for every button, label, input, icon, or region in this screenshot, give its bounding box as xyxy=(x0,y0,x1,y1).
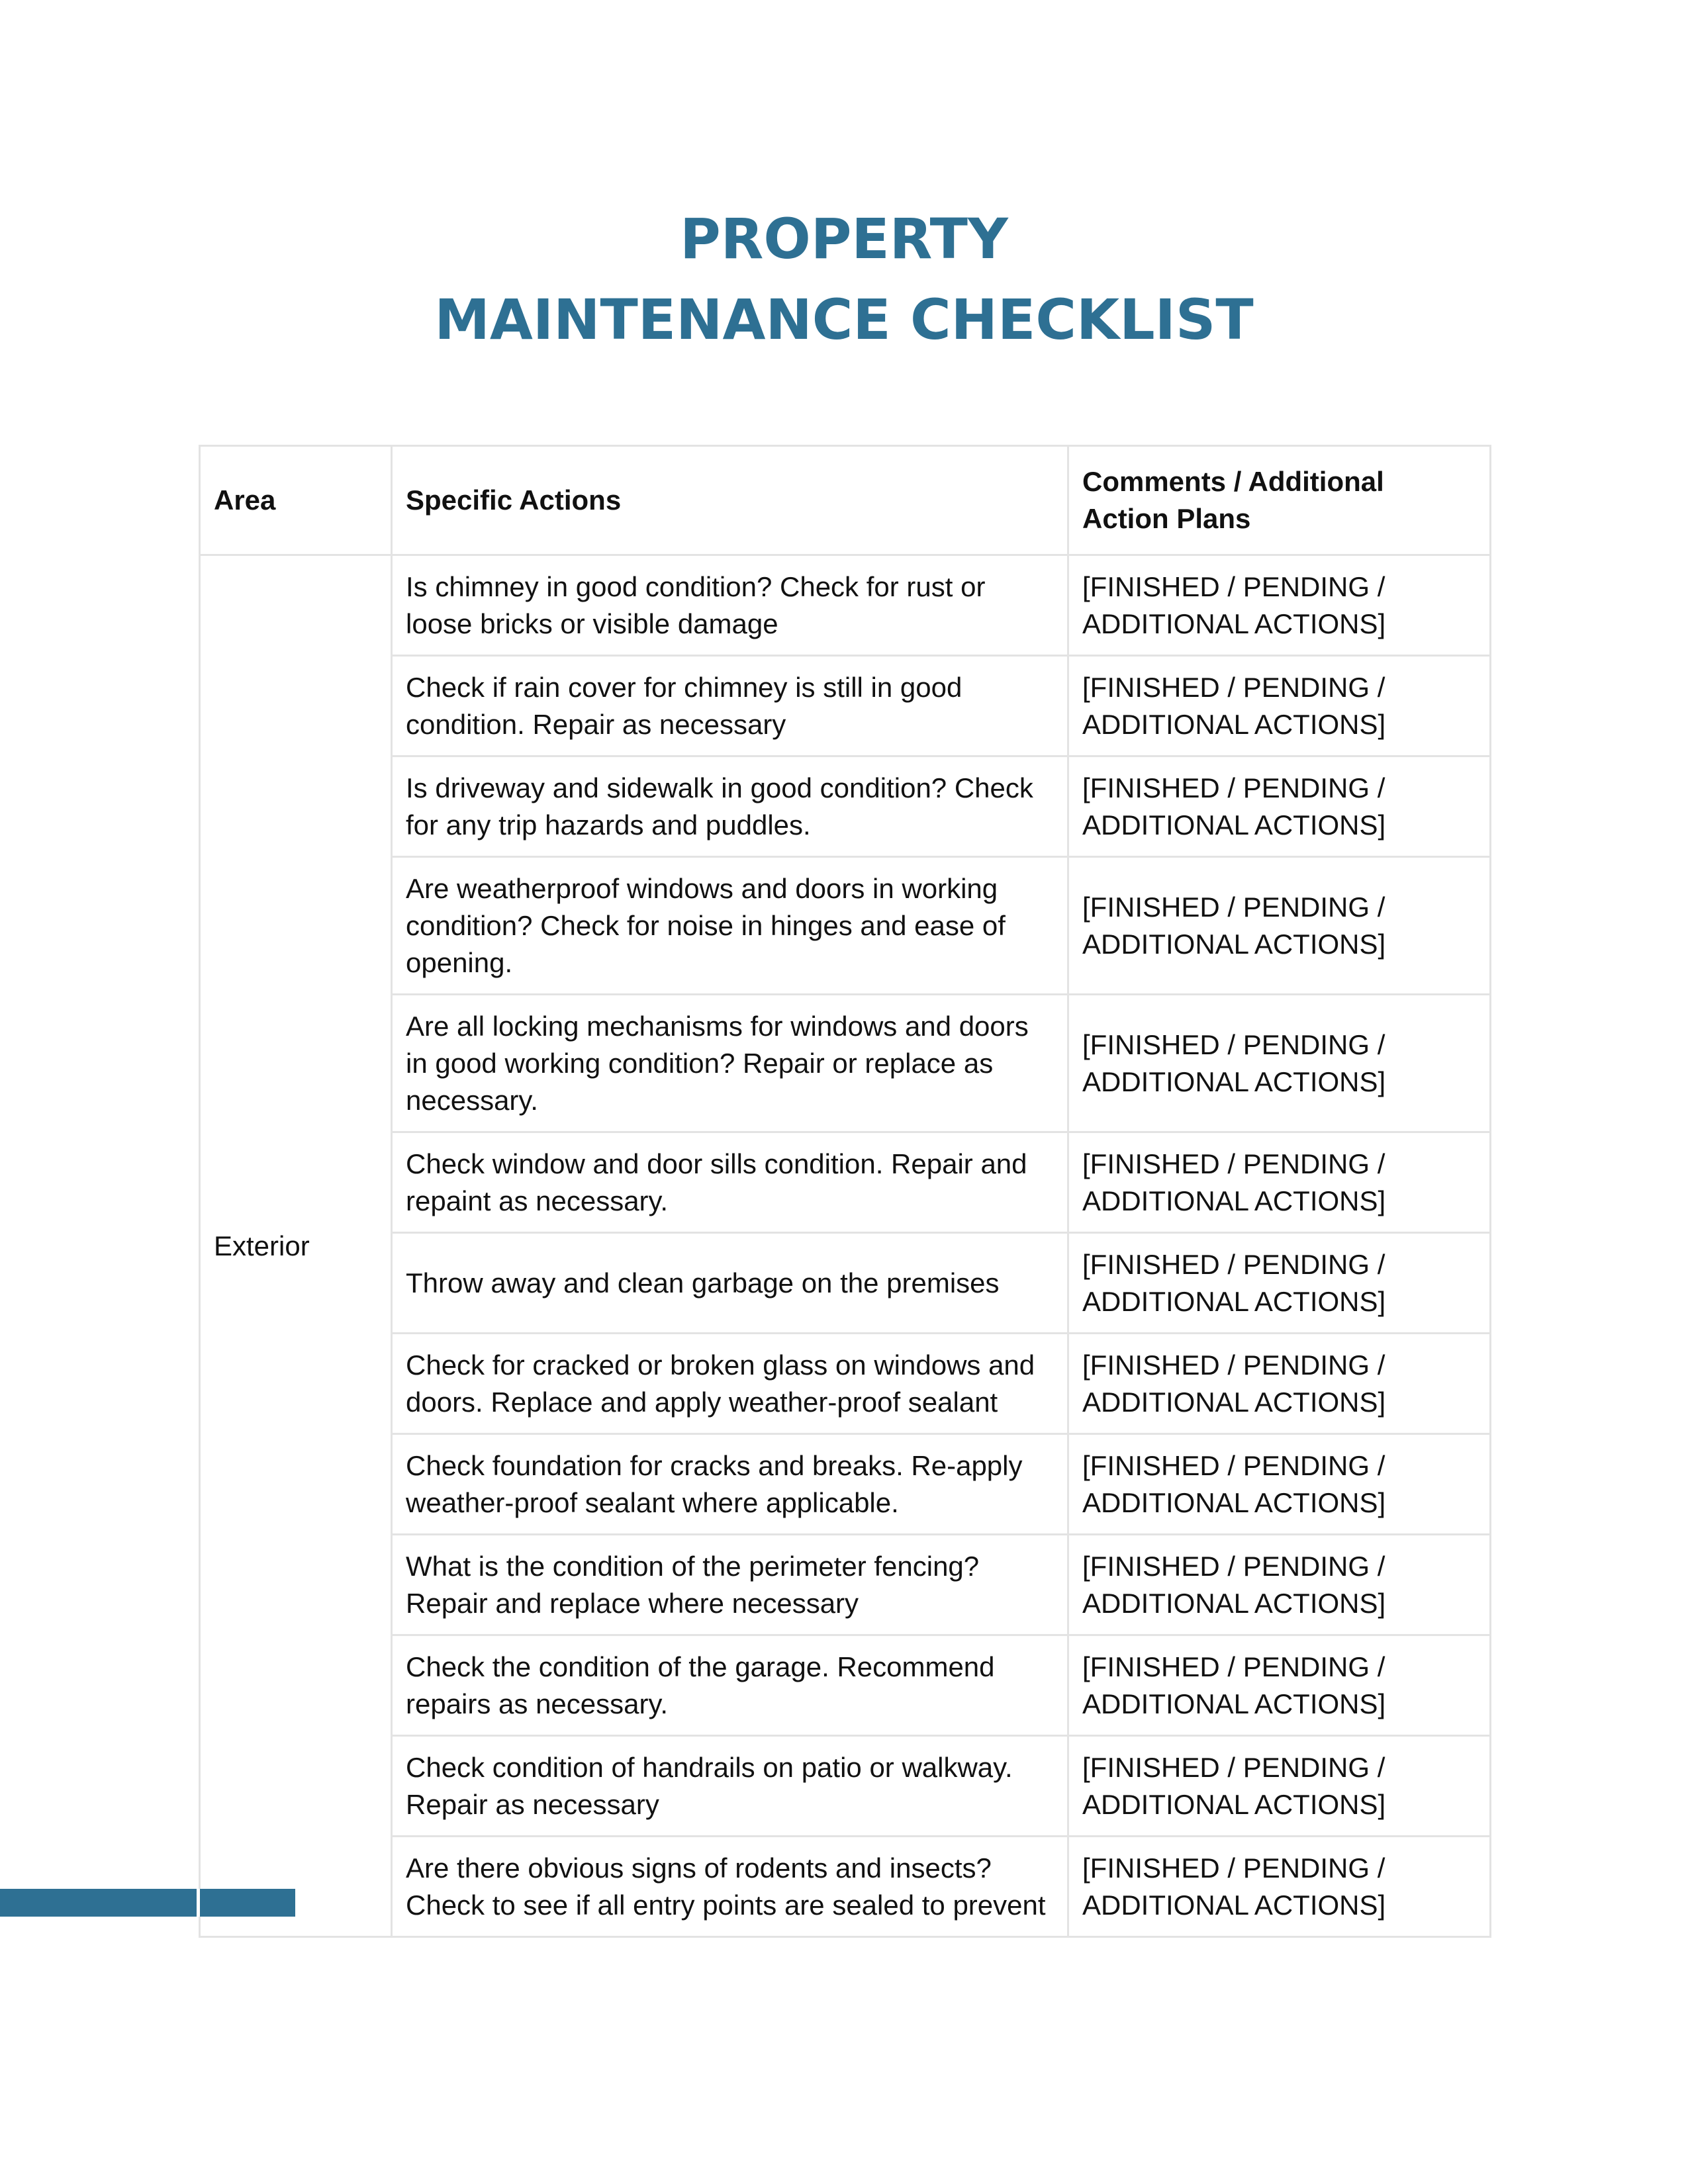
comment-cell: [FINISHED / PENDING / ADDITIONAL ACTIONS] xyxy=(1068,555,1491,656)
header-specific-actions: Specific Actions xyxy=(392,446,1068,555)
comment-cell: [FINISHED / PENDING / ADDITIONAL ACTIONS] xyxy=(1068,1535,1491,1635)
comment-cell: [FINISHED / PENDING / ADDITIONAL ACTIONS] xyxy=(1068,857,1491,995)
title-line-2: MAINTENANCE CHECKLIST xyxy=(434,287,1254,352)
comment-cell: [FINISHED / PENDING / ADDITIONAL ACTIONS] xyxy=(1068,656,1491,756)
action-cell: Throw away and clean garbage on the premises xyxy=(392,1233,1068,1334)
action-cell: Are weatherproof windows and doors in working condition? Check for noise in hinges and ease of opening. xyxy=(392,857,1068,995)
action-cell: Check the condition of the garage. Recommend repairs as necessary. xyxy=(392,1635,1068,1736)
table-row xyxy=(200,1233,1491,1334)
table-row xyxy=(200,1837,1491,1937)
table-row xyxy=(200,995,1491,1132)
action-cell: Check foundation for cracks and breaks. Re-apply weather-proof sealant where applicable. xyxy=(392,1434,1068,1535)
comment-cell: [FINISHED / PENDING / ADDITIONAL ACTIONS] xyxy=(1068,756,1491,857)
comment-cell: [FINISHED / PENDING / ADDITIONAL ACTIONS] xyxy=(1068,995,1491,1132)
action-cell: Are there obvious signs of rodents and insects? Check to see if all entry points are sealed to prevent xyxy=(392,1837,1068,1937)
comment-cell: [FINISHED / PENDING / ADDITIONAL ACTIONS] xyxy=(1068,1837,1491,1937)
action-cell: Check for cracked or broken glass on windows and doors. Replace and apply weather-proof sealant xyxy=(392,1334,1068,1434)
table-row xyxy=(200,756,1491,857)
action-cell: Is driveway and sidewalk in good condition? Check for any trip hazards and puddles. xyxy=(392,756,1068,857)
comment-cell: [FINISHED / PENDING / ADDITIONAL ACTIONS] xyxy=(1068,1334,1491,1434)
action-cell: Check if rain cover for chimney is still in good condition. Repair as necessary xyxy=(392,656,1068,756)
comment-cell: [FINISHED / PENDING / ADDITIONAL ACTIONS] xyxy=(1068,1132,1491,1233)
action-cell: Check window and door sills condition. Repair and repaint as necessary. xyxy=(392,1132,1068,1233)
action-cell: What is the condition of the perimeter fencing? Repair and replace where necessary xyxy=(392,1535,1068,1635)
area-cell: Exterior xyxy=(200,555,392,1937)
table-row xyxy=(200,1736,1491,1837)
header-row xyxy=(200,446,1491,555)
table-row xyxy=(200,1535,1491,1635)
accent-bar-gap xyxy=(197,1889,200,1917)
table-row xyxy=(200,656,1491,756)
action-cell: Are all locking mechanisms for windows and doors in good working condition? Repair or replace as necessary. xyxy=(392,995,1068,1132)
accent-bar xyxy=(0,1889,295,1917)
table-row xyxy=(200,1334,1491,1434)
header-comments: Comments / Additional Action Plans xyxy=(1068,446,1491,555)
table-row xyxy=(200,857,1491,995)
comment-cell: [FINISHED / PENDING / ADDITIONAL ACTIONS] xyxy=(1068,1635,1491,1736)
comment-cell: [FINISHED / PENDING / ADDITIONAL ACTIONS] xyxy=(1068,1434,1491,1535)
checklist-table xyxy=(199,445,1491,1938)
page-title xyxy=(0,199,1688,360)
table-row xyxy=(200,1434,1491,1535)
comment-cell: [FINISHED / PENDING / ADDITIONAL ACTIONS] xyxy=(1068,1736,1491,1837)
action-cell: Check condition of handrails on patio or walkway. Repair as necessary xyxy=(392,1736,1068,1837)
table-row xyxy=(200,1635,1491,1736)
header-area: Area xyxy=(200,446,392,555)
table-row xyxy=(200,555,1491,656)
title-line-1: PROPERTY xyxy=(680,206,1008,271)
table-row xyxy=(200,1132,1491,1233)
action-cell: Is chimney in good condition? Check for rust or loose bricks or visible damage xyxy=(392,555,1068,656)
comment-cell: [FINISHED / PENDING / ADDITIONAL ACTIONS] xyxy=(1068,1233,1491,1334)
